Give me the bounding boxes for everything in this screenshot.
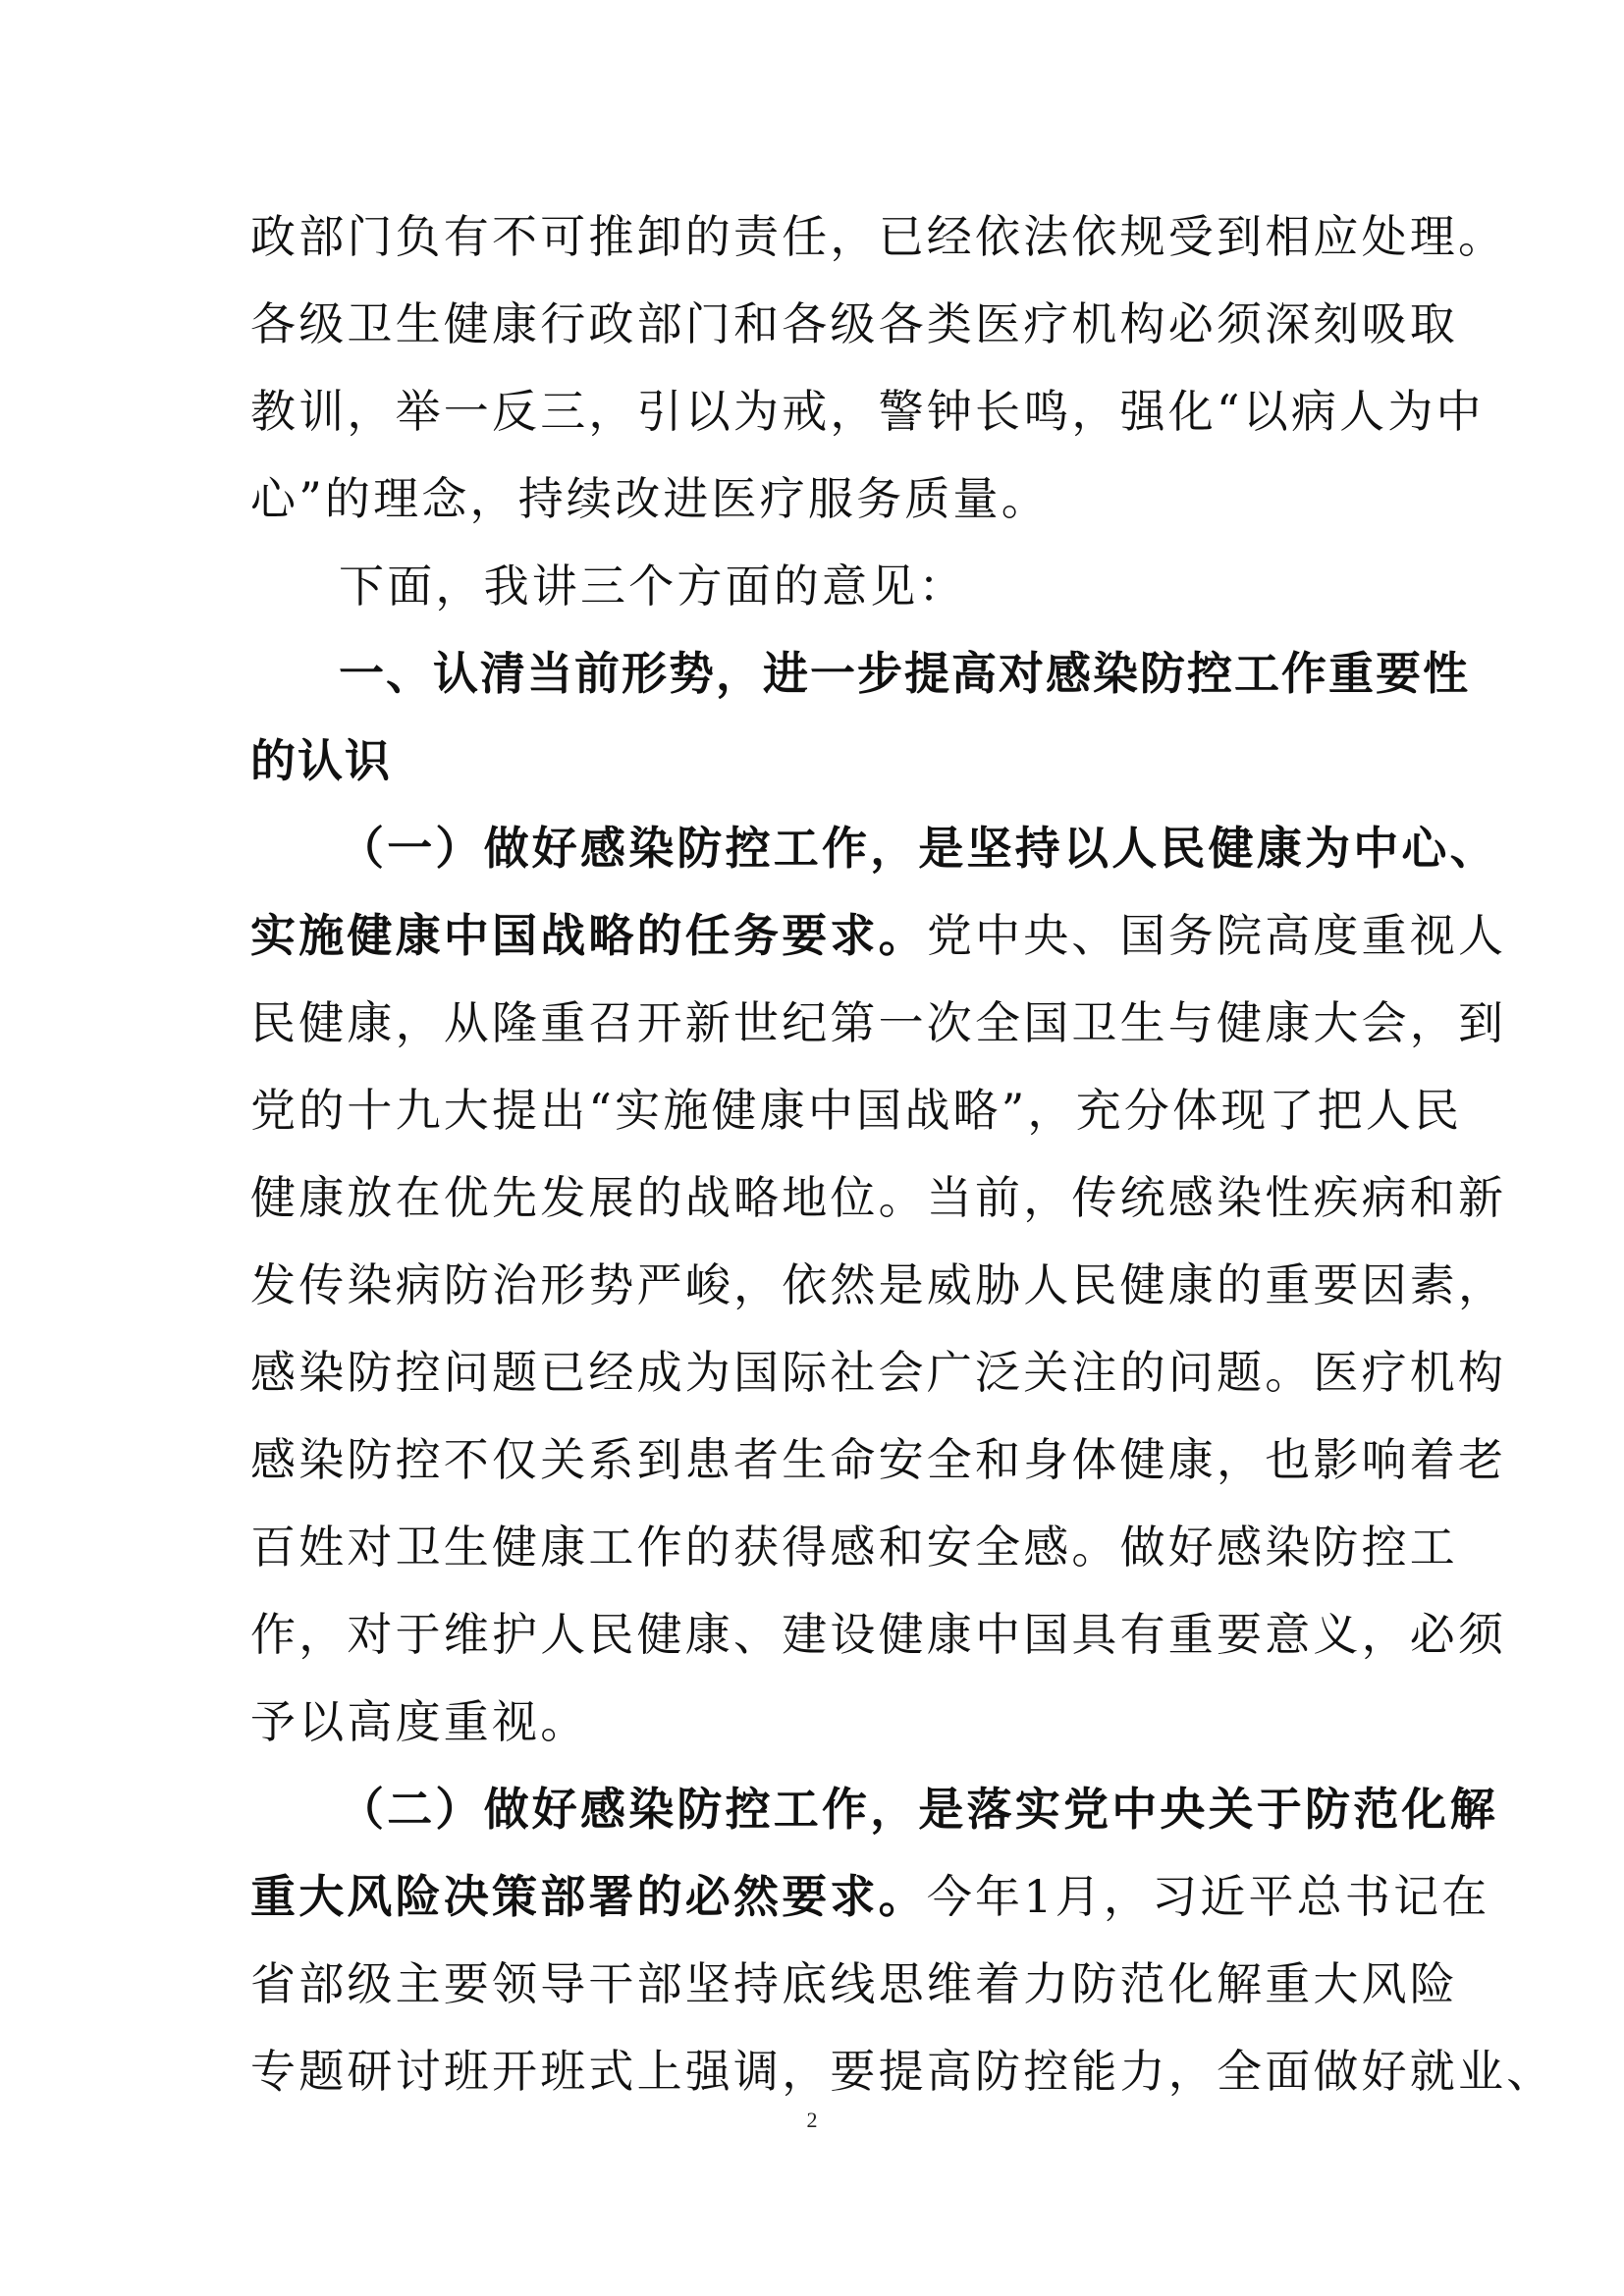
paragraph-line: 百姓对卫生健康工作的获得感和安全感。做好感染防控工 — [250, 1521, 1458, 1574]
paragraph-line: 感染防控问题已经成为国际社会广泛关注的问题。医疗机构 — [250, 1346, 1507, 1399]
paragraph-text: 党中央、国务院高度重视人 — [926, 909, 1507, 962]
subsection-heading: （一）做好感染防控工作，是坚持以人民健康为中心、 — [339, 822, 1498, 875]
paragraph-line: 各级卫生健康行政部门和各级各类医疗机构必须深刻吸取 — [250, 297, 1458, 350]
paragraph-line: 作，对于维护人民健康、建设健康中国具有重要意义，必须 — [250, 1608, 1507, 1661]
paragraph-line: 党的十九大提出“实施健康中国战略”，充分体现了把人民 — [250, 1084, 1463, 1137]
section-heading: 的认识 — [250, 734, 392, 787]
section-heading: 一、认清当前形势，进一步提高对感染防控工作重要性 — [339, 647, 1470, 700]
paragraph-line: 下面，我讲三个方面的意见： — [339, 560, 967, 613]
subsection-heading: （二）做好感染防控工作，是落实党中央关于防范化解 — [339, 1783, 1498, 1836]
page-number: 2 — [806, 2108, 818, 2132]
paragraph-text: 今年1月，习近平总书记在 — [926, 1870, 1490, 1923]
paragraph-line: 心”的理念，持续改进医疗服务质量。 — [250, 472, 1050, 525]
paragraph-line: 感染防控不仅关系到患者生命安全和身体健康，也影响着老 — [250, 1433, 1507, 1486]
paragraph-line: 专题研讨班开班式上强调，要提高防控能力，全面做好就业、 — [250, 2045, 1555, 2098]
paragraph-line: 省部级主要领导干部坚持底线思维着力防范化解重大风险 — [250, 1957, 1458, 2010]
subsection-heading-end: 重大风险决策部署的必然要求。 — [250, 1870, 927, 1923]
paragraph-line — [250, 1869, 1490, 1924]
paragraph-line: 民健康，从隆重召开新世纪第一次全国卫生与健康大会，到 — [250, 996, 1507, 1049]
paragraph-line: 政部门负有不可推卸的责任，已经依法依规受到相应处理。 — [250, 210, 1507, 263]
paragraph-line: 发传染病防治形势严峻，依然是威胁人民健康的重要因素， — [250, 1258, 1507, 1311]
paragraph-line — [250, 908, 1507, 963]
subsection-heading-end: 实施健康中国战略的任务要求。 — [250, 909, 927, 962]
paragraph-line: 予以高度重视。 — [250, 1695, 589, 1748]
paragraph-line: 健康放在优先发展的战略地位。当前，传统感染性疾病和新 — [250, 1171, 1507, 1224]
paragraph-line: 教训，举一反三，引以为戒，警钟长鸣，强化“以病人为中 — [250, 385, 1485, 438]
